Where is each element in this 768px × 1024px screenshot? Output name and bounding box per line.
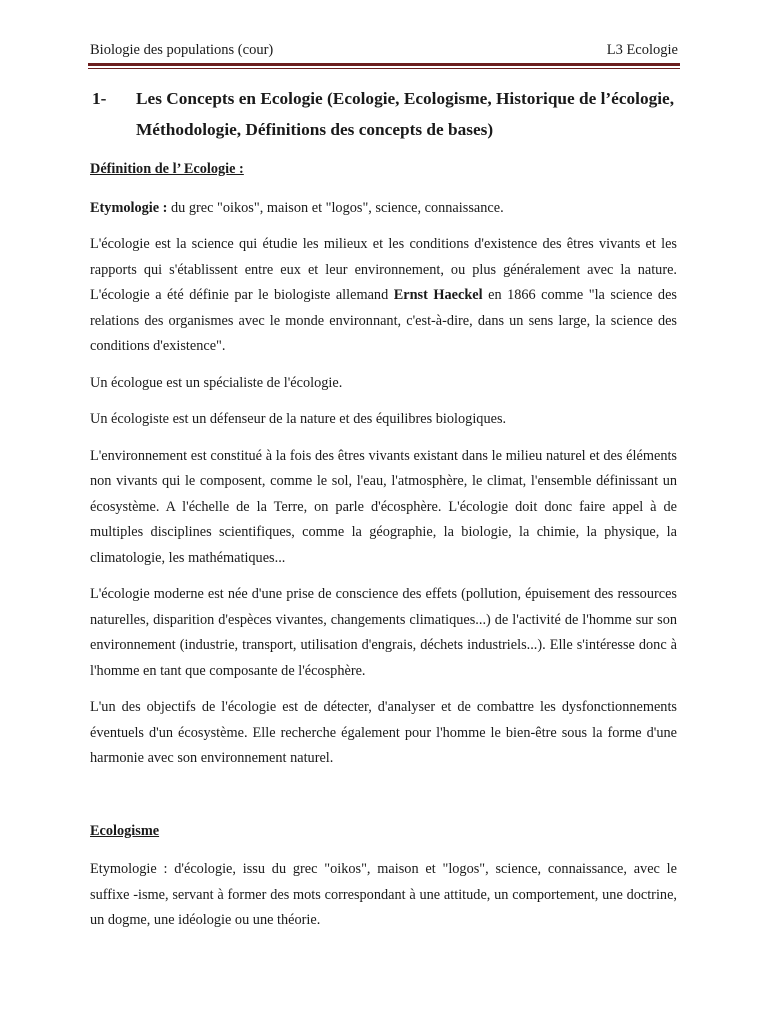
section-heading-ecologisme: Ecologisme [90, 822, 160, 839]
header-rule-thin [88, 68, 680, 69]
objectifs-paragraph: L'un des objectifs de l'écologie est de détecter, d'analyser et de combattre les dysfonctionnements éventuels d'un écosystème. Elle recherche également pour l'homme le bien-être sous la forme d'une harmonie avec son environnement naturel. [90, 699, 677, 766]
etymology-paragraph [90, 196, 677, 222]
etymology-text: du grec "oikos", maison et "logos", science, connaissance. [167, 199, 504, 216]
page-content [90, 83, 677, 945]
ecologiste-paragraph: Un écologiste est un défenseur de la nature et des équilibres biologiques. [90, 411, 507, 427]
haeckel-name: Ernst Haeckel [393, 287, 483, 303]
ecologie-moderne-paragraph: L'écologie moderne est née d'une prise de conscience des effets (pollution, épuisement des ressources naturelles, disparition d'espèces vivantes, changements climatiques...) de l'activité de l'homme sur son environnement (industrie, transport, utilisation d'engrais, déchets industriels...). Elle s'intéresse donc à l'homme en tant que composante de l'écosphère. [90, 586, 677, 679]
definition-text-end: en 1866 comme "la science des relations des organismes avec le monde environnant, c'est-à-dire, dans un sens large, la science des conditions d'existence". [90, 287, 677, 354]
chapter-title-text: Les Concepts en Ecologie (Ecologie, Ecologisme, Historique de l’écologie, Méthodologie, Définitions des concepts de bases) [136, 89, 675, 139]
section-spacer [90, 783, 677, 819]
definition-paragraph [90, 232, 677, 360]
definition-text-start: L'écologie est la science qui étudie les milieux et les conditions d'existence des êtres vivants et les rapports qui s'établissent entre eux et leur environnement, ou plus généralement avec la nature. L'écologie a été définie par le biologiste allemand [90, 236, 677, 303]
header-level-label: L3 Ecologie [606, 42, 678, 58]
chapter-title [90, 83, 677, 145]
header-rule-thick [88, 63, 680, 66]
section-heading-definition: Définition de l’ Ecologie : [90, 161, 244, 177]
ecologue-paragraph: Un écologue est un spécialiste de l'écologie. [90, 374, 343, 391]
environnement-paragraph: L'environnement est constitué à la fois des êtres vivants existant dans le milieu naturel et des éléments non vivants qui le composent, comme le sol, l'eau, l'atmosphère, le climat, l'ensemble définissant un écosystème. A l'échelle de la Terre, on parle d'écosphère. L'écologie doit donc faire appel à de multiples disciplines scientifiques, comme la géographie, la biologie, la chimie, la physique, la climatologie, les mathématiques... [90, 447, 677, 566]
etymology-label: Etymologie : [90, 199, 168, 216]
page-header [90, 40, 678, 62]
header-course-title: Biologie des populations (cour) [90, 42, 274, 58]
ecologisme-paragraph: Etymologie : d'écologie, issu du grec "oikos", maison et "logos", science, connaissance, avec le suffixe -isme, servant à former des mots correspondant à une attitude, un comportement, une doctrine, un dogme, une idéologie ou une théorie. [90, 861, 677, 928]
chapter-number: 1- [92, 89, 107, 108]
